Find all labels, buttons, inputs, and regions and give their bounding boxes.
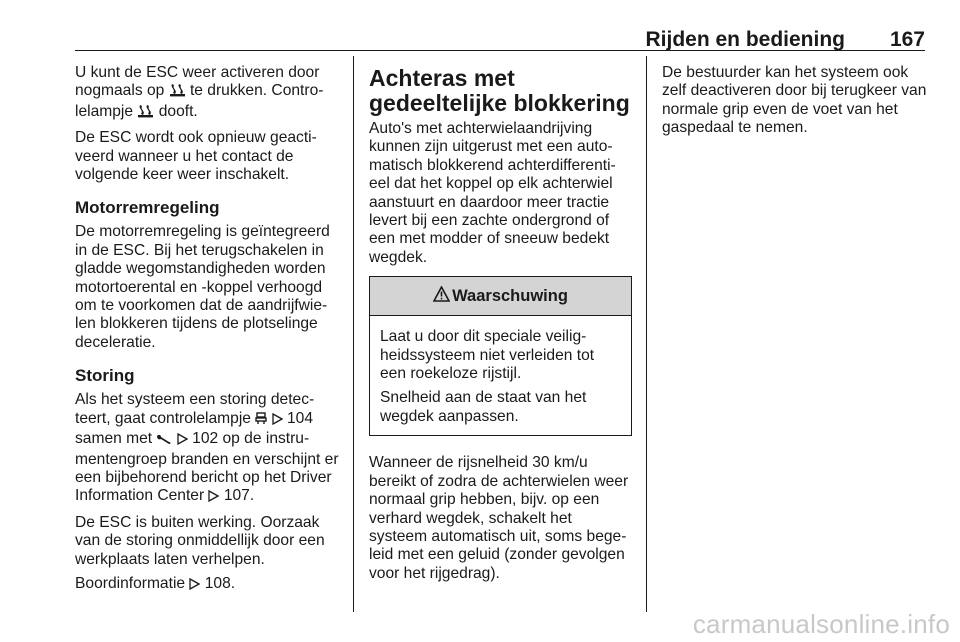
- warning-header: [370, 277, 631, 316]
- paragraph: De ESC wordt ook opnieuw geacti-veerd wanneer u het contact de volgende keer weer inschakelt.: [75, 129, 317, 184]
- watermark: carmanualsonline.info: [692, 609, 950, 639]
- warning-body: [370, 316, 631, 435]
- text: 104 samen met: [75, 409, 313, 448]
- paragraph: De motorremregeling is geïntegreerd in de ESC. Bij het terugschakelen in gladde wegomstandigheden worden motortoerental en -koppel verhoogd om te voorkomen dat de aandrijfwie-len blokkeren tijdens de plotselinge deceleratie.: [75, 223, 330, 351]
- section-heading: Achteras met gedeeltelijke blokkering: [369, 65, 630, 116]
- cross-reference-icon[interactable]: [272, 412, 283, 430]
- wrench-icon: [156, 432, 172, 450]
- column-1: [75, 64, 345, 601]
- paragraph: Wanneer de rijsnelheid 30 km/u bereikt of zodra de achterwielen weer normaal grip hebben, bijv. op een verhard wegdek, schakelt het systeem automatisch uit, soms bege-leid met een geluid (zonder gevolgen voor het rijgedrag).: [369, 454, 629, 582]
- warning-triangle-icon: [433, 286, 450, 306]
- section-heading: Motorremregeling: [75, 198, 220, 218]
- text: 107.: [219, 487, 255, 505]
- cross-reference-icon[interactable]: [177, 432, 188, 450]
- paragraph: Laat u door dit speciale veilig-heidssysteem niet verleiden tot een roekeloze rijstijl.: [380, 328, 595, 383]
- column-3: [662, 64, 927, 144]
- text: 108.: [200, 574, 236, 592]
- section-heading: Storing: [75, 366, 135, 386]
- column-divider: [646, 56, 647, 612]
- cross-reference-icon[interactable]: [189, 577, 200, 595]
- cross-reference-icon[interactable]: [208, 489, 219, 507]
- paragraph: De bestuurder kan het systeem ook zelf deactiveren door bij terugkeer van normale grip even de voet van het gaspedaal te nemen.: [662, 64, 927, 137]
- warning-title: Waarschuwing: [452, 287, 568, 306]
- paragraph: [75, 575, 345, 595]
- paragraph: Snelheid aan de staat van het wegdek aanpassen.: [380, 389, 587, 425]
- text: U kunt de ESC weer activeren door nogmaals op: [75, 64, 320, 100]
- page-number: 167: [889, 28, 925, 51]
- column-divider: [353, 56, 354, 612]
- paragraph: De ESC is buiten werking. Oorzaak van de storing onmiddellijk door een werkplaats laten verhelpen.: [75, 513, 325, 568]
- text: dooft.: [154, 102, 198, 120]
- column-2: [369, 66, 632, 589]
- warning-box: [369, 276, 632, 436]
- header-rule: [75, 50, 925, 51]
- paragraph: [75, 64, 345, 123]
- esc-off-icon: [169, 83, 186, 102]
- text: te drukken. Contro-lelampje: [75, 82, 324, 120]
- paragraph: [75, 391, 345, 507]
- text: 102 op de instru-mentengroep branden en verschijnt er een bijbehorend bericht op het Driver Information Center: [75, 430, 339, 505]
- text: Boordinformatie: [75, 574, 190, 592]
- esc-off-icon: [137, 104, 154, 123]
- text: Als het systeem een storing detec-teert, gaat controlelampje: [75, 391, 315, 427]
- page-header: [75, 28, 925, 50]
- chapter-title: Rijden en bediening: [645, 28, 845, 51]
- paragraph: Auto's met achterwielaandrijving kunnen zijn uitgerust met een auto-matisch blokkerend achterdifferenti-eel dat het koppel op elk achterwiel aanstuurt en daardoor meer tractie levert bij een zachte ondergrond of een met modder of sneeuw bedekt wegdek.: [369, 120, 616, 266]
- engine-check-icon: [255, 412, 267, 430]
